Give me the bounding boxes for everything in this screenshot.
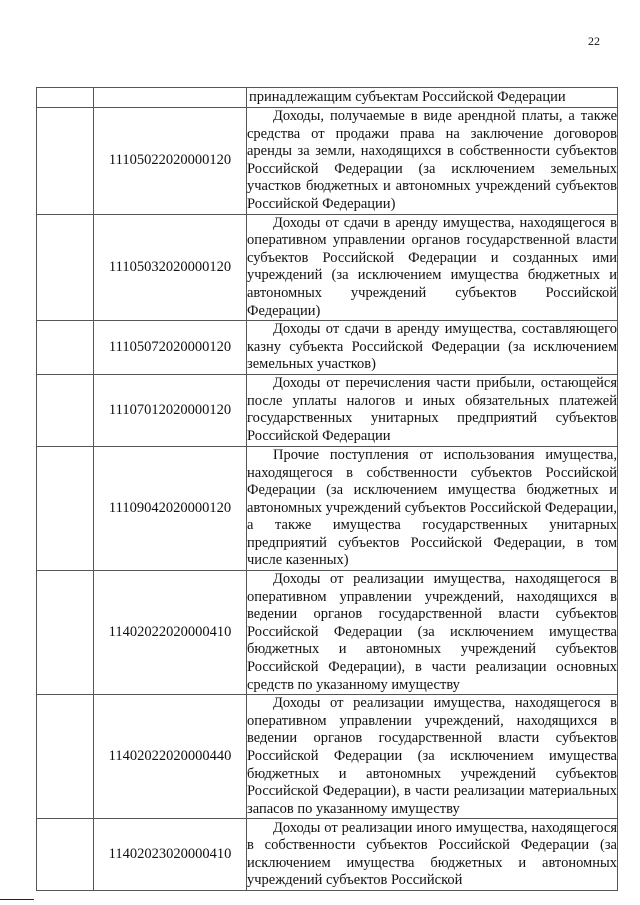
table-row	[37, 321, 618, 375]
table-row	[37, 446, 618, 570]
table-row	[37, 819, 618, 891]
table-body	[37, 88, 618, 891]
code-cell: 11105032020000120	[94, 214, 247, 321]
description-text: Доходы от реализации иного имущества, находящегося в собственности субъектов Российской Федерации (за исключением имущества бюджетных и автономных учреждений субъектов Российской	[247, 819, 617, 889]
empty-cell	[37, 214, 94, 321]
empty-cell	[37, 695, 94, 819]
code-cell: 11402023020000410	[94, 819, 247, 891]
table-row	[37, 374, 618, 446]
description-cell	[247, 214, 618, 321]
description-text: принадлежащим субъектам Российской Федерации	[249, 88, 566, 105]
description-text: Доходы от реализации имущества, находящегося в оперативном управлении учреждений, находящихся в ведении органов государственной власти субъектов Российской Федерации (за исключением имущества бюджетных и автономных учреждений субъектов Российской Федерации), в части реализации основных средств по указанному имуществу	[247, 571, 617, 693]
description-cell	[247, 819, 618, 891]
empty-cell	[37, 819, 94, 891]
description-cell	[247, 88, 618, 108]
code-cell: 11402022020000410	[94, 571, 247, 695]
description-cell	[247, 321, 618, 375]
page-number: 22	[588, 34, 600, 48]
description-cell	[247, 108, 618, 215]
code-cell: 11402022020000440	[94, 695, 247, 819]
empty-cell	[37, 321, 94, 375]
description-cell	[247, 374, 618, 446]
table-row	[37, 88, 618, 108]
footer-rule	[0, 899, 34, 900]
table-row	[37, 214, 618, 321]
empty-cell	[37, 108, 94, 215]
table-row	[37, 695, 618, 819]
code-cell	[94, 88, 247, 108]
description-text: Доходы от сдачи в аренду имущества, находящегося в оперативном управлении органов государственной власти субъектов Российской Федерации и созданных ими учреждений (за исключением имущества бюджетных и автономных учреждений субъектов Российской Федерации)	[247, 214, 617, 319]
empty-cell	[37, 88, 94, 108]
table-row	[37, 108, 618, 215]
code-cell: 11107012020000120	[94, 374, 247, 446]
table-row	[37, 571, 618, 695]
code-cell: 11105072020000120	[94, 321, 247, 375]
description-text: Доходы от сдачи в аренду имущества, составляющего казну субъекта Российской Федерации (за исключением земельных участков)	[247, 321, 617, 373]
description-text: Прочие поступления от использования имущества, находящегося в собственности субъектов Российской Федерации (за исключением имущества бюджетных и автономных учреждений субъектов Российской Федерации, а также имущества государственных унитарных предприятий субъектов Российской Федерации, в том числе казенных)	[247, 446, 617, 569]
empty-cell	[37, 571, 94, 695]
description-text: Доходы от реализации имущества, находящегося в оперативном управлении учреждений, находящихся в ведении органов государственной власти субъектов Российской Федерации (за исключением имущества бюджетных и автономных учреждений субъектов Российской Федерации), в части реализации материальных запасов по указанному имуществу	[247, 695, 617, 817]
empty-cell	[37, 374, 94, 446]
description-cell	[247, 571, 618, 695]
description-text: Доходы, получаемые в виде арендной платы, а также средства от продажи права на заключение договоров аренды за земли, находящихся в собственности субъектов Российской Федерации (за исключением земельных участков бюджетных и автономных учреждений субъектов Российской Федерации)	[247, 108, 617, 212]
code-cell: 11109042020000120	[94, 446, 247, 570]
description-cell	[247, 446, 618, 570]
description-text: Доходы от перечисления части прибыли, остающейся после уплаты налогов и иных обязательных платежей государственных унитарных предприятий субъектов Российской Федерации	[247, 375, 617, 444]
revenue-codes-table	[36, 87, 618, 891]
code-cell: 11105022020000120	[94, 108, 247, 215]
empty-cell	[37, 446, 94, 570]
description-cell	[247, 695, 618, 819]
